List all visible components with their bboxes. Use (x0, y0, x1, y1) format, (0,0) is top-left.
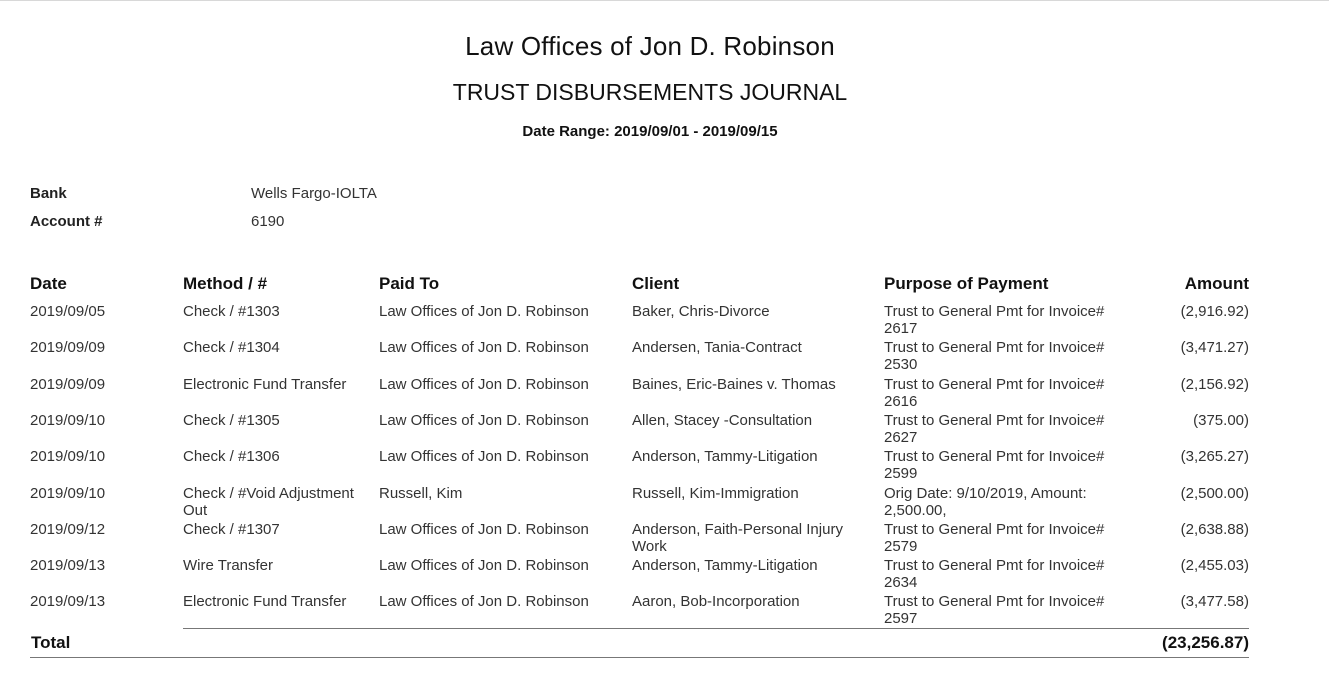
cell-method: Electronic Fund Transfer (183, 593, 347, 610)
cell-amount: (3,471.27) (1180, 339, 1249, 356)
cell-purpose: Orig Date: 9/10/2019, Amount: 2,500.00, (884, 485, 1087, 519)
cell-purpose: Trust to General Pmt for Invoice# 2634 (884, 557, 1105, 591)
cell-purpose: Trust to General Pmt for Invoice# 2530 (884, 339, 1105, 373)
cell-purpose: Trust to General Pmt for Invoice# 2597 (884, 593, 1105, 627)
account-label: Account # (30, 213, 103, 230)
total-top-rule (183, 628, 1249, 629)
cell-date: 2019/09/09 (30, 376, 106, 393)
cell-date: 2019/09/10 (30, 485, 106, 502)
cell-client: Russell, Kim-Immigration (632, 485, 799, 502)
cell-date: 2019/09/09 (30, 339, 106, 356)
cell-method: Check / #Void Adjustment Out (183, 485, 354, 519)
cell-method: Electronic Fund Transfer (183, 376, 347, 393)
cell-method: Check / #1303 (183, 303, 280, 320)
column-header-client: Client (632, 274, 680, 293)
cell-amount: (3,477.58) (1180, 593, 1249, 610)
cell-purpose: Trust to General Pmt for Invoice# 2579 (884, 521, 1105, 555)
cell-amount: (2,455.03) (1180, 557, 1249, 574)
firm-name: Law Offices of Jon D. Robinson (465, 31, 835, 61)
cell-client: Baines, Eric-Baines v. Thomas (632, 376, 836, 393)
cell-amount: (3,265.27) (1180, 448, 1249, 465)
cell-date: 2019/09/13 (30, 557, 106, 574)
column-header-paid-to: Paid To (379, 274, 440, 293)
cell-amount: (2,638.88) (1180, 521, 1249, 538)
cell-date: 2019/09/10 (30, 412, 106, 429)
cell-date: 2019/09/12 (30, 521, 106, 538)
total-label: Total (31, 633, 71, 652)
cell-amount: (2,156.92) (1180, 376, 1249, 393)
cell-client: Baker, Chris-Divorce (632, 303, 770, 320)
column-header-date: Date (30, 274, 67, 293)
cell-purpose: Trust to General Pmt for Invoice# 2617 (884, 303, 1105, 337)
cell-client: Aaron, Bob-Incorporation (632, 593, 800, 610)
column-header-method: Method / # (183, 274, 268, 293)
report-title: TRUST DISBURSEMENTS JOURNAL (452, 79, 848, 105)
cell-amount: (2,916.92) (1180, 303, 1249, 320)
cell-paid-to: Law Offices of Jon D. Robinson (379, 303, 589, 320)
bank-label: Bank (30, 185, 67, 202)
total-bottom-rule (30, 657, 1249, 658)
cell-method: Check / #1304 (183, 339, 280, 356)
cell-paid-to: Law Offices of Jon D. Robinson (379, 448, 589, 465)
cell-purpose: Trust to General Pmt for Invoice# 2627 (884, 412, 1105, 446)
cell-method: Check / #1306 (183, 448, 280, 465)
cell-client: Anderson, Faith-Personal Injury Work (632, 521, 843, 555)
cell-paid-to: Law Offices of Jon D. Robinson (379, 412, 589, 429)
total-amount: (23,256.87) (1162, 633, 1249, 652)
cell-amount: (375.00) (1193, 412, 1249, 429)
cell-paid-to: Law Offices of Jon D. Robinson (379, 593, 589, 610)
cell-paid-to: Law Offices of Jon D. Robinson (379, 376, 589, 393)
cell-client: Andersen, Tania-Contract (632, 339, 802, 356)
bank-value: Wells Fargo-IOLTA (251, 185, 377, 202)
cell-method: Wire Transfer (183, 557, 274, 574)
date-range: Date Range: 2019/09/01 - 2019/09/15 (522, 123, 778, 140)
cell-client: Anderson, Tammy-Litigation (632, 557, 818, 574)
account-value: 6190 (251, 213, 285, 230)
column-header-amount: Amount (1184, 274, 1249, 293)
cell-method: Check / #1305 (183, 412, 280, 429)
cell-client: Allen, Stacey -Consultation (632, 412, 813, 429)
column-header-purpose: Purpose of Payment (884, 274, 1049, 293)
cell-purpose: Trust to General Pmt for Invoice# 2616 (884, 376, 1105, 410)
cell-method: Check / #1307 (183, 521, 280, 538)
cell-date: 2019/09/13 (30, 593, 106, 610)
cell-date: 2019/09/05 (30, 303, 106, 320)
cell-paid-to: Law Offices of Jon D. Robinson (379, 521, 589, 538)
cell-paid-to: Law Offices of Jon D. Robinson (379, 557, 589, 574)
cell-client: Anderson, Tammy-Litigation (632, 448, 818, 465)
cell-paid-to: Law Offices of Jon D. Robinson (379, 339, 589, 356)
cell-paid-to: Russell, Kim (379, 485, 463, 502)
cell-amount: (2,500.00) (1180, 485, 1249, 502)
top-border (0, 0, 1329, 1)
cell-date: 2019/09/10 (30, 448, 106, 465)
cell-purpose: Trust to General Pmt for Invoice# 2599 (884, 448, 1105, 482)
